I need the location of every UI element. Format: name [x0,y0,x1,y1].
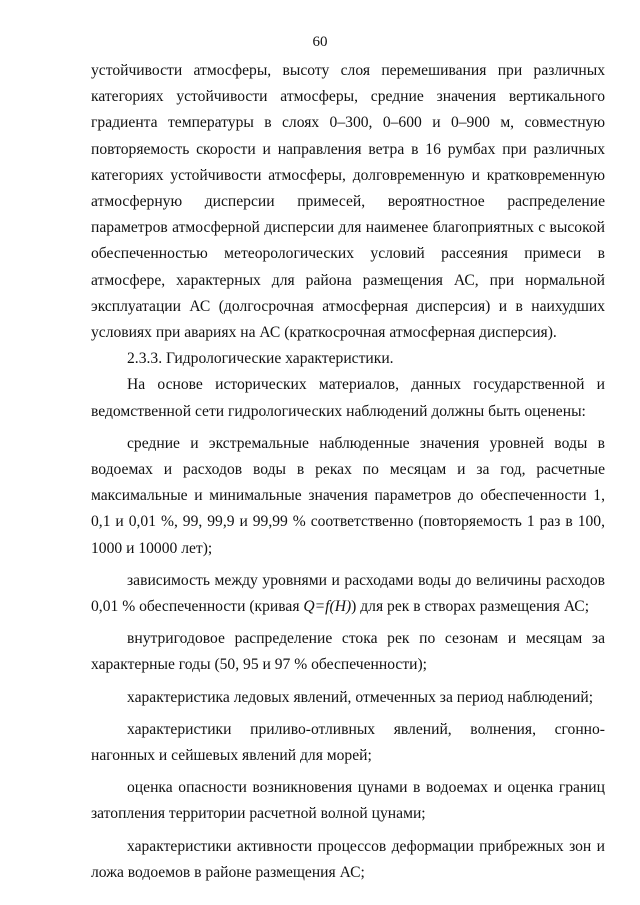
list-item-tidal-phenomena: характеристики приливо-отливных явлений, волнения, сгонно-нагонных и сейшевых явлений для морей; [91,720,605,765]
paragraph-atmospheric-dispersion: устойчивости атмосферы, высоту слоя перемешивания при различных категориях устойчивости атмосферы, средние значения вертикального градиента температуры в слоях 0–300, 0–600 и 0–900 м, совместную повторяемость скорости и направления ветра в 16 румбах при различных категориях устойчивости атмосферы, долговременную и кратковременную атмосферную дисперсии примесей, вероятностное распределение параметров атмосферной дисперсии для наименее благоприятных с высокой обеспеченностью метеорологических условий рассеяния примеси в атмосфере, характерных для района размещения АС, при нормальной эксплуатации АС (долгосрочная атмосферная дисперсия) и в наихудших условиях при авариях на АС (краткосрочная атмосферная дисперсия). [91,62,605,342]
body-text [91,58,605,886]
rating-curve-text-after: ) для рек в створах размещения АС; [351,598,590,616]
list-item-rating-curve [91,568,605,620]
list-item-tsunami-assessment: оценка опасности возникновения цунами в водоемах и оценка границ затопления территории расчетной волной цунами; [91,779,605,823]
section-heading-hydrology: 2.3.3. Гидрологические характеристики. [127,350,394,368]
paragraph-intro-assessment: На основе исторических материалов, данных государственной и ведомственной сети гидрологических наблюдений должны быть оценены: [91,376,605,420]
list-item-coastal-deformation: характеристики активности процессов деформации прибрежных зон и ложа водоемов в районе размещения АС; [91,837,605,881]
rating-curve-text-before: зависимость между уровнями и расходами воды до величины расходов 0,01 % обеспеченности (кривая [91,571,605,616]
page-number: 60 [312,34,328,50]
list-item-runoff-distribution: внутригодовое распределение стока рек по сезонам и месяцам за характерные годы (50, 95 и 97 % обеспеченности); [91,630,605,674]
rating-curve-formula: Q=f(H) [303,598,352,616]
list-item-ice-phenomena: характеристика ледовых явлений, отмеченных за период наблюдений; [127,688,594,706]
list-item-water-levels: средние и экстремальные наблюденные значения уровней воды в водоемах и расходов воды в реках по месяцам и за год, расчетные максимальные и минимальные значения параметров до обеспеченности 1, 0,1 и 0,01 %, 99, 99,9 и 99,99 % соответственно (повторяемость 1 раз в 100, 1000 и 10000 лет); [91,434,605,557]
